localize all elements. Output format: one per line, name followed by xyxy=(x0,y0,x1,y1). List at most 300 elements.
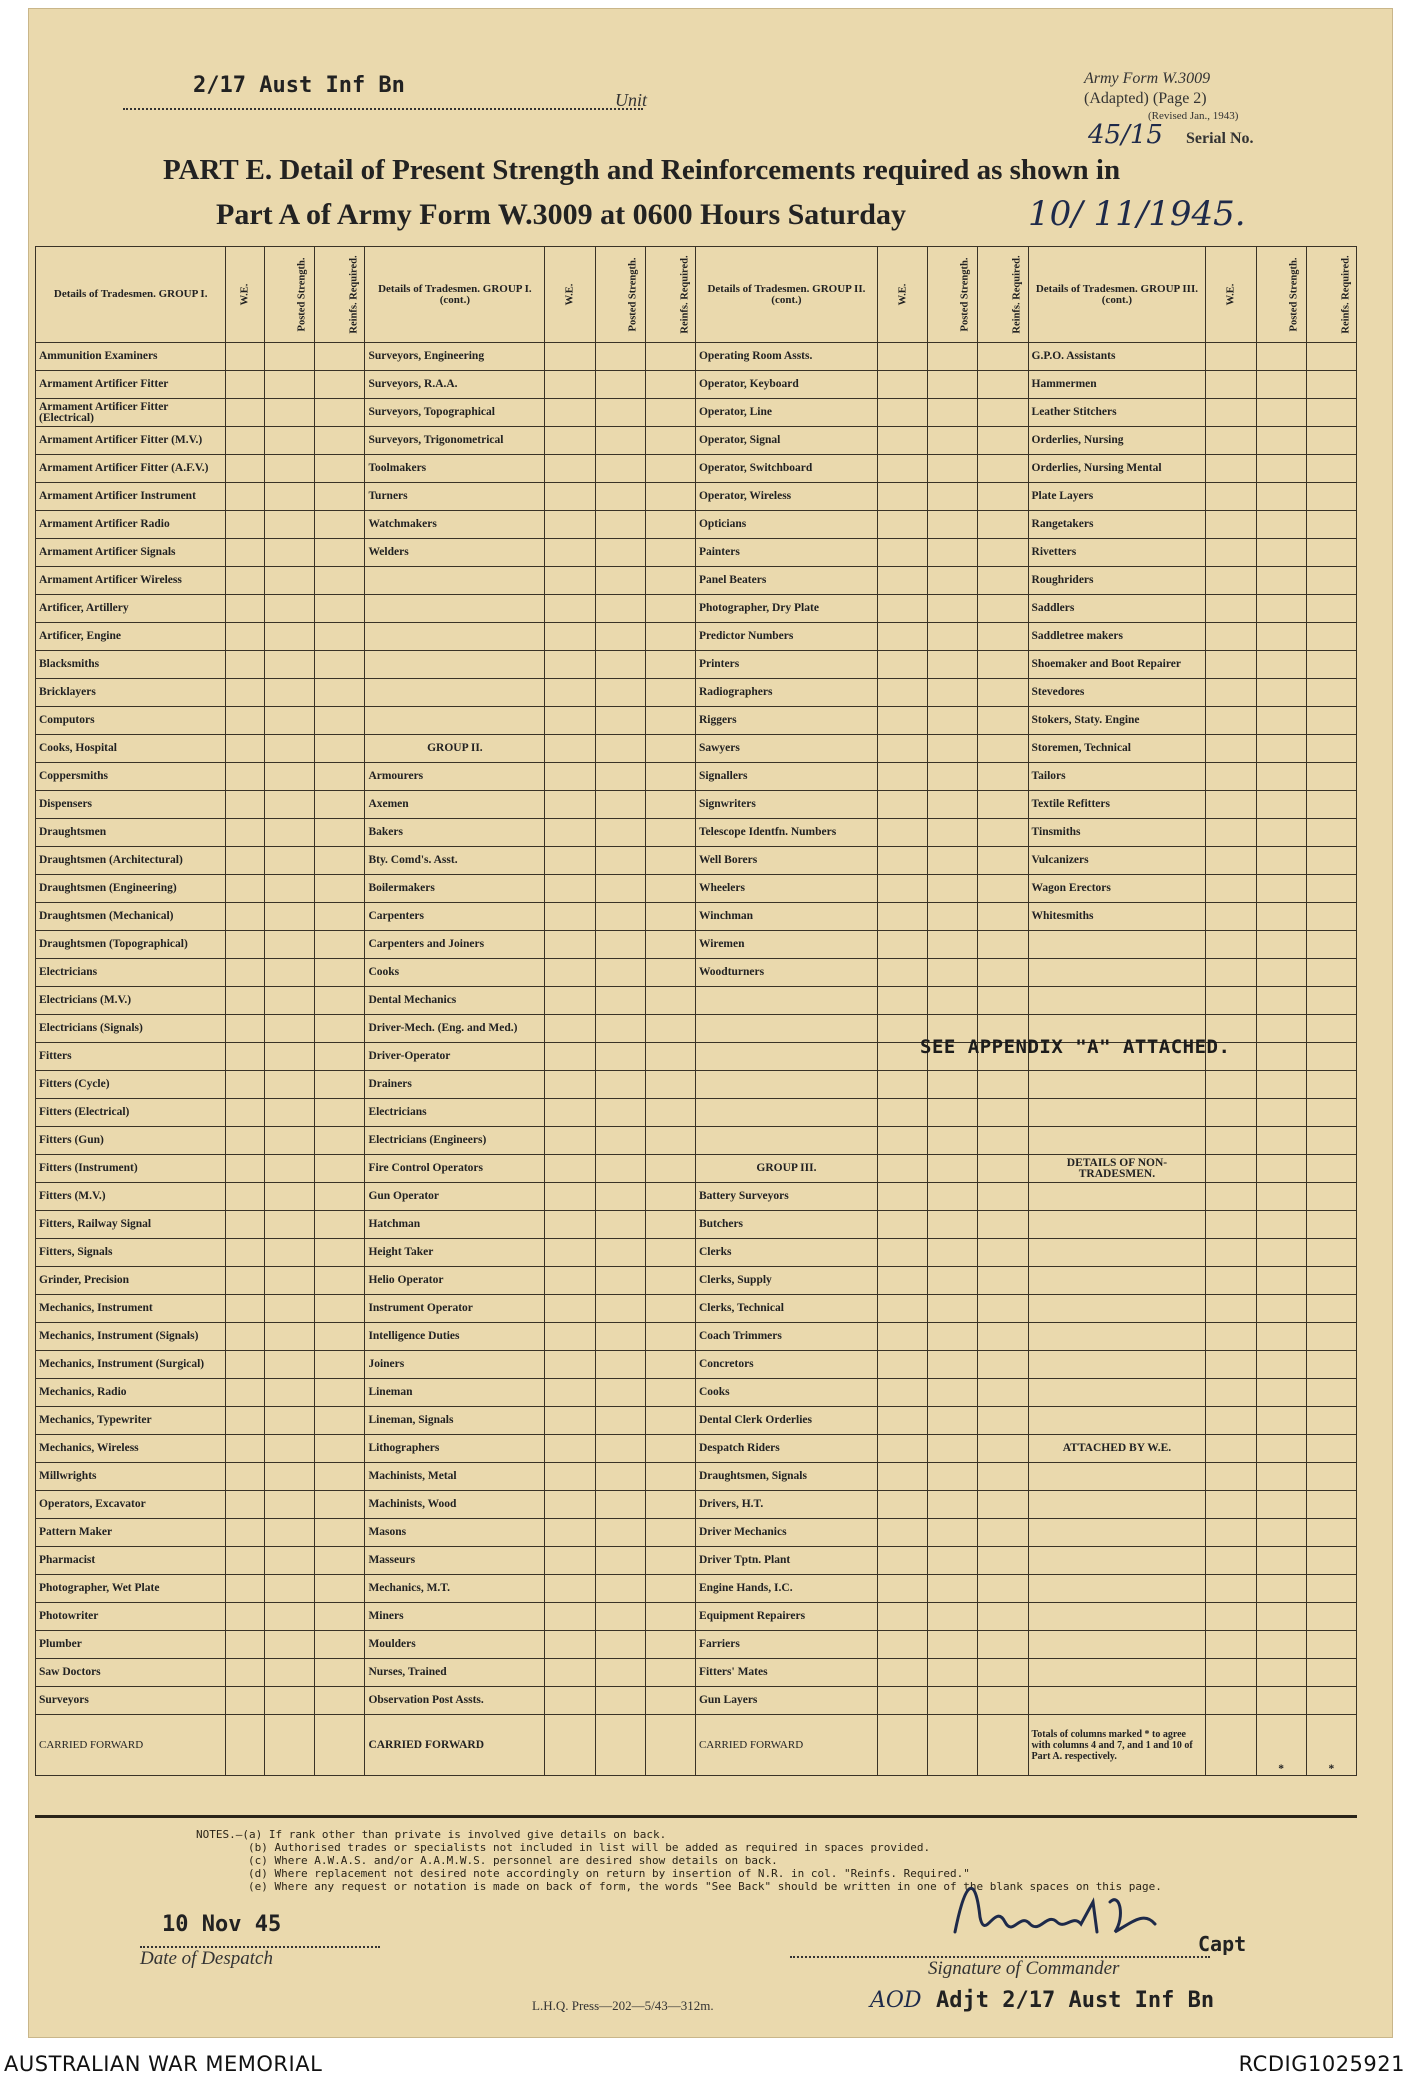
entry-cell[interactable] xyxy=(595,959,645,987)
cell[interactable] xyxy=(545,1715,595,1776)
entry-cell[interactable] xyxy=(877,511,927,539)
entry-cell[interactable] xyxy=(877,1407,927,1435)
entry-cell[interactable] xyxy=(877,1491,927,1519)
entry-cell[interactable] xyxy=(1206,1323,1256,1351)
entry-cell[interactable] xyxy=(226,1239,265,1267)
entry-cell[interactable] xyxy=(1306,959,1356,987)
entry-cell[interactable] xyxy=(645,539,695,567)
entry-cell[interactable] xyxy=(877,455,927,483)
entry-cell[interactable] xyxy=(928,1575,978,1603)
entry-cell[interactable] xyxy=(877,959,927,987)
entry-cell[interactable] xyxy=(877,1155,927,1183)
entry-cell[interactable] xyxy=(1206,1463,1256,1491)
entry-cell[interactable] xyxy=(1206,1071,1256,1099)
entry-cell[interactable] xyxy=(978,931,1028,959)
entry-cell[interactable] xyxy=(595,875,645,903)
entry-cell[interactable] xyxy=(315,1239,365,1267)
entry-cell[interactable] xyxy=(978,651,1028,679)
entry-cell[interactable] xyxy=(928,511,978,539)
entry-cell[interactable] xyxy=(1256,483,1306,511)
entry-cell[interactable] xyxy=(545,735,595,763)
entry-cell[interactable] xyxy=(1206,595,1256,623)
entry-cell[interactable] xyxy=(1256,511,1306,539)
entry-cell[interactable] xyxy=(928,399,978,427)
entry-cell[interactable] xyxy=(1256,1127,1306,1155)
entry-cell[interactable] xyxy=(645,1407,695,1435)
entry-cell[interactable] xyxy=(315,623,365,651)
entry-cell[interactable] xyxy=(928,1659,978,1687)
entry-cell[interactable] xyxy=(645,623,695,651)
entry-cell[interactable] xyxy=(265,651,315,679)
entry-cell[interactable] xyxy=(226,1127,265,1155)
entry-cell[interactable] xyxy=(265,959,315,987)
entry-cell[interactable] xyxy=(978,1323,1028,1351)
entry-cell[interactable] xyxy=(928,1211,978,1239)
entry-cell[interactable] xyxy=(595,1071,645,1099)
entry-cell[interactable] xyxy=(265,1603,315,1631)
entry-cell[interactable] xyxy=(1206,903,1256,931)
entry-cell[interactable] xyxy=(1306,763,1356,791)
entry-cell[interactable] xyxy=(315,959,365,987)
entry-cell[interactable] xyxy=(265,455,315,483)
entry-cell[interactable] xyxy=(877,987,927,1015)
entry-cell[interactable] xyxy=(315,1071,365,1099)
entry-cell[interactable] xyxy=(978,875,1028,903)
entry-cell[interactable] xyxy=(978,1519,1028,1547)
entry-cell[interactable] xyxy=(978,707,1028,735)
entry-cell[interactable] xyxy=(1256,1239,1306,1267)
entry-cell[interactable] xyxy=(1306,483,1356,511)
entry-cell[interactable] xyxy=(928,1295,978,1323)
entry-cell[interactable] xyxy=(1256,763,1306,791)
entry-cell[interactable] xyxy=(545,1631,595,1659)
entry-cell[interactable] xyxy=(545,763,595,791)
entry-cell[interactable] xyxy=(1256,455,1306,483)
entry-cell[interactable] xyxy=(315,707,365,735)
entry-cell[interactable] xyxy=(978,567,1028,595)
entry-cell[interactable] xyxy=(1206,1239,1256,1267)
entry-cell[interactable] xyxy=(1306,1071,1356,1099)
entry-cell[interactable] xyxy=(545,343,595,371)
entry-cell[interactable] xyxy=(595,1463,645,1491)
entry-cell[interactable] xyxy=(545,595,595,623)
entry-cell[interactable] xyxy=(877,707,927,735)
entry-cell[interactable] xyxy=(928,1183,978,1211)
entry-cell[interactable] xyxy=(978,987,1028,1015)
entry-cell[interactable] xyxy=(928,679,978,707)
entry-cell[interactable] xyxy=(595,1211,645,1239)
entry-cell[interactable] xyxy=(315,987,365,1015)
entry-cell[interactable] xyxy=(265,567,315,595)
entry-cell[interactable] xyxy=(928,343,978,371)
entry-cell[interactable] xyxy=(595,1323,645,1351)
entry-cell[interactable] xyxy=(978,427,1028,455)
entry-cell[interactable] xyxy=(1306,1015,1356,1043)
entry-cell[interactable] xyxy=(928,1127,978,1155)
entry-cell[interactable] xyxy=(226,539,265,567)
entry-cell[interactable] xyxy=(595,567,645,595)
entry-cell[interactable] xyxy=(877,1295,927,1323)
entry-cell[interactable] xyxy=(1306,1407,1356,1435)
entry-cell[interactable] xyxy=(928,1267,978,1295)
entry-cell[interactable] xyxy=(1256,1491,1306,1519)
entry-cell[interactable] xyxy=(1206,1547,1256,1575)
entry-cell[interactable] xyxy=(1306,1603,1356,1631)
entry-cell[interactable] xyxy=(315,931,365,959)
entry-cell[interactable] xyxy=(928,847,978,875)
entry-cell[interactable] xyxy=(645,1099,695,1127)
entry-cell[interactable] xyxy=(928,1323,978,1351)
entry-cell[interactable] xyxy=(545,483,595,511)
entry-cell[interactable] xyxy=(545,371,595,399)
entry-cell[interactable] xyxy=(315,1407,365,1435)
entry-cell[interactable] xyxy=(545,427,595,455)
entry-cell[interactable] xyxy=(978,483,1028,511)
entry-cell[interactable] xyxy=(1256,1015,1306,1043)
entry-cell[interactable] xyxy=(645,1183,695,1211)
entry-cell[interactable] xyxy=(1306,1099,1356,1127)
entry-cell[interactable] xyxy=(1256,819,1306,847)
entry-cell[interactable] xyxy=(315,567,365,595)
entry-cell[interactable] xyxy=(978,539,1028,567)
entry-cell[interactable] xyxy=(265,763,315,791)
entry-cell[interactable] xyxy=(1206,1379,1256,1407)
entry-cell[interactable] xyxy=(1256,959,1306,987)
entry-cell[interactable] xyxy=(1256,987,1306,1015)
entry-cell[interactable] xyxy=(226,371,265,399)
entry-cell[interactable] xyxy=(595,483,645,511)
entry-cell[interactable] xyxy=(1256,1267,1306,1295)
entry-cell[interactable] xyxy=(595,931,645,959)
entry-cell[interactable] xyxy=(226,1407,265,1435)
entry-cell[interactable] xyxy=(1206,987,1256,1015)
entry-cell[interactable] xyxy=(978,1295,1028,1323)
cell[interactable] xyxy=(226,1715,265,1776)
entry-cell[interactable] xyxy=(978,1463,1028,1491)
cell[interactable] xyxy=(928,1715,978,1776)
entry-cell[interactable] xyxy=(226,1379,265,1407)
entry-cell[interactable] xyxy=(877,735,927,763)
entry-cell[interactable] xyxy=(928,819,978,847)
entry-cell[interactable] xyxy=(978,819,1028,847)
entry-cell[interactable] xyxy=(877,1351,927,1379)
entry-cell[interactable] xyxy=(928,763,978,791)
entry-cell[interactable] xyxy=(226,819,265,847)
entry-cell[interactable] xyxy=(265,1211,315,1239)
entry-cell[interactable] xyxy=(877,343,927,371)
entry-cell[interactable] xyxy=(226,483,265,511)
entry-cell[interactable] xyxy=(315,875,365,903)
entry-cell[interactable] xyxy=(595,735,645,763)
entry-cell[interactable] xyxy=(595,903,645,931)
cell[interactable] xyxy=(978,1715,1028,1776)
entry-cell[interactable] xyxy=(978,455,1028,483)
entry-cell[interactable] xyxy=(595,1435,645,1463)
entry-cell[interactable] xyxy=(265,427,315,455)
entry-cell[interactable] xyxy=(877,651,927,679)
entry-cell[interactable] xyxy=(1306,1267,1356,1295)
entry-cell[interactable] xyxy=(315,651,365,679)
entry-cell[interactable] xyxy=(1206,1127,1256,1155)
entry-cell[interactable] xyxy=(645,1295,695,1323)
entry-cell[interactable] xyxy=(1306,1547,1356,1575)
entry-cell[interactable] xyxy=(928,623,978,651)
entry-cell[interactable] xyxy=(315,1099,365,1127)
entry-cell[interactable] xyxy=(595,539,645,567)
entry-cell[interactable] xyxy=(545,1295,595,1323)
cell[interactable] xyxy=(1206,1715,1256,1776)
entry-cell[interactable] xyxy=(315,735,365,763)
entry-cell[interactable] xyxy=(265,1071,315,1099)
entry-cell[interactable] xyxy=(645,931,695,959)
entry-cell[interactable] xyxy=(595,819,645,847)
entry-cell[interactable] xyxy=(315,343,365,371)
entry-cell[interactable] xyxy=(1306,735,1356,763)
entry-cell[interactable] xyxy=(1306,511,1356,539)
entry-cell[interactable] xyxy=(265,483,315,511)
entry-cell[interactable] xyxy=(595,1379,645,1407)
entry-cell[interactable] xyxy=(226,1631,265,1659)
entry-cell[interactable] xyxy=(226,1099,265,1127)
entry-cell[interactable] xyxy=(978,1099,1028,1127)
entry-cell[interactable] xyxy=(978,1211,1028,1239)
entry-cell[interactable] xyxy=(877,1547,927,1575)
entry-cell[interactable] xyxy=(978,1491,1028,1519)
entry-cell[interactable] xyxy=(265,875,315,903)
entry-cell[interactable] xyxy=(1256,539,1306,567)
entry-cell[interactable] xyxy=(645,1155,695,1183)
entry-cell[interactable] xyxy=(1206,511,1256,539)
entry-cell[interactable] xyxy=(928,371,978,399)
entry-cell[interactable] xyxy=(978,1659,1028,1687)
entry-cell[interactable] xyxy=(1256,707,1306,735)
entry-cell[interactable] xyxy=(226,707,265,735)
entry-cell[interactable] xyxy=(645,791,695,819)
entry-cell[interactable] xyxy=(545,1575,595,1603)
entry-cell[interactable] xyxy=(645,567,695,595)
entry-cell[interactable] xyxy=(226,1547,265,1575)
entry-cell[interactable] xyxy=(978,1687,1028,1715)
entry-cell[interactable] xyxy=(1206,931,1256,959)
entry-cell[interactable] xyxy=(265,1631,315,1659)
entry-cell[interactable] xyxy=(595,1155,645,1183)
entry-cell[interactable] xyxy=(978,1267,1028,1295)
entry-cell[interactable] xyxy=(1256,791,1306,819)
entry-cell[interactable] xyxy=(978,735,1028,763)
entry-cell[interactable] xyxy=(1206,735,1256,763)
entry-cell[interactable] xyxy=(226,1491,265,1519)
entry-cell[interactable] xyxy=(226,1183,265,1211)
entry-cell[interactable] xyxy=(1256,903,1306,931)
entry-cell[interactable] xyxy=(645,483,695,511)
entry-cell[interactable] xyxy=(1256,343,1306,371)
entry-cell[interactable] xyxy=(1306,595,1356,623)
entry-cell[interactable] xyxy=(1256,1295,1306,1323)
entry-cell[interactable] xyxy=(1256,679,1306,707)
entry-cell[interactable] xyxy=(545,623,595,651)
entry-cell[interactable] xyxy=(1256,931,1306,959)
entry-cell[interactable] xyxy=(928,595,978,623)
entry-cell[interactable] xyxy=(226,651,265,679)
entry-cell[interactable] xyxy=(928,1351,978,1379)
entry-cell[interactable] xyxy=(928,1407,978,1435)
entry-cell[interactable] xyxy=(315,455,365,483)
entry-cell[interactable] xyxy=(315,1323,365,1351)
entry-cell[interactable] xyxy=(877,847,927,875)
entry-cell[interactable] xyxy=(877,1267,927,1295)
entry-cell[interactable] xyxy=(265,539,315,567)
entry-cell[interactable] xyxy=(1256,735,1306,763)
entry-cell[interactable] xyxy=(315,1603,365,1631)
entry-cell[interactable] xyxy=(1206,399,1256,427)
entry-cell[interactable] xyxy=(265,511,315,539)
entry-cell[interactable] xyxy=(315,1183,365,1211)
entry-cell[interactable] xyxy=(928,1379,978,1407)
entry-cell[interactable] xyxy=(1306,651,1356,679)
entry-cell[interactable] xyxy=(1306,791,1356,819)
entry-cell[interactable] xyxy=(1306,1687,1356,1715)
entry-cell[interactable] xyxy=(226,1043,265,1071)
entry-cell[interactable] xyxy=(928,1435,978,1463)
entry-cell[interactable] xyxy=(1306,875,1356,903)
entry-cell[interactable] xyxy=(928,707,978,735)
entry-cell[interactable] xyxy=(545,1323,595,1351)
entry-cell[interactable] xyxy=(1256,1183,1306,1211)
entry-cell[interactable] xyxy=(978,1435,1028,1463)
entry-cell[interactable] xyxy=(978,1603,1028,1631)
entry-cell[interactable] xyxy=(1256,1603,1306,1631)
entry-cell[interactable] xyxy=(978,847,1028,875)
entry-cell[interactable] xyxy=(645,1631,695,1659)
entry-cell[interactable] xyxy=(545,987,595,1015)
entry-cell[interactable] xyxy=(1206,819,1256,847)
entry-cell[interactable] xyxy=(1256,1463,1306,1491)
entry-cell[interactable] xyxy=(545,1351,595,1379)
entry-cell[interactable] xyxy=(1306,707,1356,735)
entry-cell[interactable] xyxy=(1256,651,1306,679)
entry-cell[interactable] xyxy=(928,1239,978,1267)
entry-cell[interactable] xyxy=(928,1491,978,1519)
entry-cell[interactable] xyxy=(1206,1519,1256,1547)
entry-cell[interactable] xyxy=(226,875,265,903)
entry-cell[interactable] xyxy=(928,539,978,567)
entry-cell[interactable] xyxy=(595,1183,645,1211)
entry-cell[interactable] xyxy=(545,903,595,931)
entry-cell[interactable] xyxy=(595,1603,645,1631)
entry-cell[interactable] xyxy=(226,1267,265,1295)
entry-cell[interactable] xyxy=(265,1127,315,1155)
entry-cell[interactable] xyxy=(1306,1463,1356,1491)
entry-cell[interactable] xyxy=(1206,707,1256,735)
entry-cell[interactable] xyxy=(928,1463,978,1491)
entry-cell[interactable] xyxy=(978,1575,1028,1603)
entry-cell[interactable] xyxy=(928,1687,978,1715)
entry-cell[interactable] xyxy=(315,1351,365,1379)
entry-cell[interactable] xyxy=(1256,371,1306,399)
entry-cell[interactable] xyxy=(265,1407,315,1435)
entry-cell[interactable] xyxy=(928,427,978,455)
entry-cell[interactable] xyxy=(545,847,595,875)
entry-cell[interactable] xyxy=(978,1239,1028,1267)
entry-cell[interactable] xyxy=(226,455,265,483)
entry-cell[interactable] xyxy=(978,623,1028,651)
entry-cell[interactable] xyxy=(265,791,315,819)
entry-cell[interactable] xyxy=(877,483,927,511)
entry-cell[interactable] xyxy=(315,819,365,847)
entry-cell[interactable] xyxy=(265,903,315,931)
entry-cell[interactable] xyxy=(545,455,595,483)
entry-cell[interactable] xyxy=(226,903,265,931)
entry-cell[interactable] xyxy=(645,1127,695,1155)
entry-cell[interactable] xyxy=(928,1519,978,1547)
entry-cell[interactable] xyxy=(877,1127,927,1155)
entry-cell[interactable] xyxy=(877,819,927,847)
entry-cell[interactable] xyxy=(1206,1099,1256,1127)
entry-cell[interactable] xyxy=(645,903,695,931)
entry-cell[interactable] xyxy=(645,1659,695,1687)
entry-cell[interactable] xyxy=(595,1407,645,1435)
entry-cell[interactable] xyxy=(978,679,1028,707)
entry-cell[interactable] xyxy=(1256,1547,1306,1575)
entry-cell[interactable] xyxy=(265,679,315,707)
entry-cell[interactable] xyxy=(545,791,595,819)
entry-cell[interactable] xyxy=(1206,1351,1256,1379)
entry-cell[interactable] xyxy=(877,1519,927,1547)
entry-cell[interactable] xyxy=(645,1575,695,1603)
entry-cell[interactable] xyxy=(226,1211,265,1239)
entry-cell[interactable] xyxy=(265,1491,315,1519)
entry-cell[interactable] xyxy=(226,1071,265,1099)
entry-cell[interactable] xyxy=(265,1547,315,1575)
entry-cell[interactable] xyxy=(595,1267,645,1295)
entry-cell[interactable] xyxy=(1256,567,1306,595)
entry-cell[interactable] xyxy=(545,539,595,567)
entry-cell[interactable] xyxy=(545,1127,595,1155)
entry-cell[interactable] xyxy=(1256,1379,1306,1407)
entry-cell[interactable] xyxy=(595,1575,645,1603)
entry-cell[interactable] xyxy=(645,707,695,735)
entry-cell[interactable] xyxy=(1306,1435,1356,1463)
entry-cell[interactable] xyxy=(928,931,978,959)
entry-cell[interactable] xyxy=(645,1211,695,1239)
entry-cell[interactable] xyxy=(595,707,645,735)
entry-cell[interactable] xyxy=(928,903,978,931)
entry-cell[interactable] xyxy=(1256,875,1306,903)
entry-cell[interactable] xyxy=(315,1575,365,1603)
entry-cell[interactable] xyxy=(928,651,978,679)
entry-cell[interactable] xyxy=(545,1547,595,1575)
entry-cell[interactable] xyxy=(1256,1211,1306,1239)
entry-cell[interactable] xyxy=(265,1183,315,1211)
entry-cell[interactable] xyxy=(1306,931,1356,959)
entry-cell[interactable] xyxy=(645,1015,695,1043)
entry-cell[interactable] xyxy=(877,1603,927,1631)
entry-cell[interactable] xyxy=(1206,1211,1256,1239)
entry-cell[interactable] xyxy=(645,1491,695,1519)
entry-cell[interactable] xyxy=(545,1071,595,1099)
entry-cell[interactable] xyxy=(645,1351,695,1379)
entry-cell[interactable] xyxy=(1306,1295,1356,1323)
entry-cell[interactable] xyxy=(265,1267,315,1295)
entry-cell[interactable] xyxy=(265,399,315,427)
entry-cell[interactable] xyxy=(226,511,265,539)
entry-cell[interactable] xyxy=(645,511,695,539)
entry-cell[interactable] xyxy=(226,343,265,371)
entry-cell[interactable] xyxy=(978,1631,1028,1659)
entry-cell[interactable] xyxy=(978,903,1028,931)
entry-cell[interactable] xyxy=(315,427,365,455)
entry-cell[interactable] xyxy=(877,1687,927,1715)
